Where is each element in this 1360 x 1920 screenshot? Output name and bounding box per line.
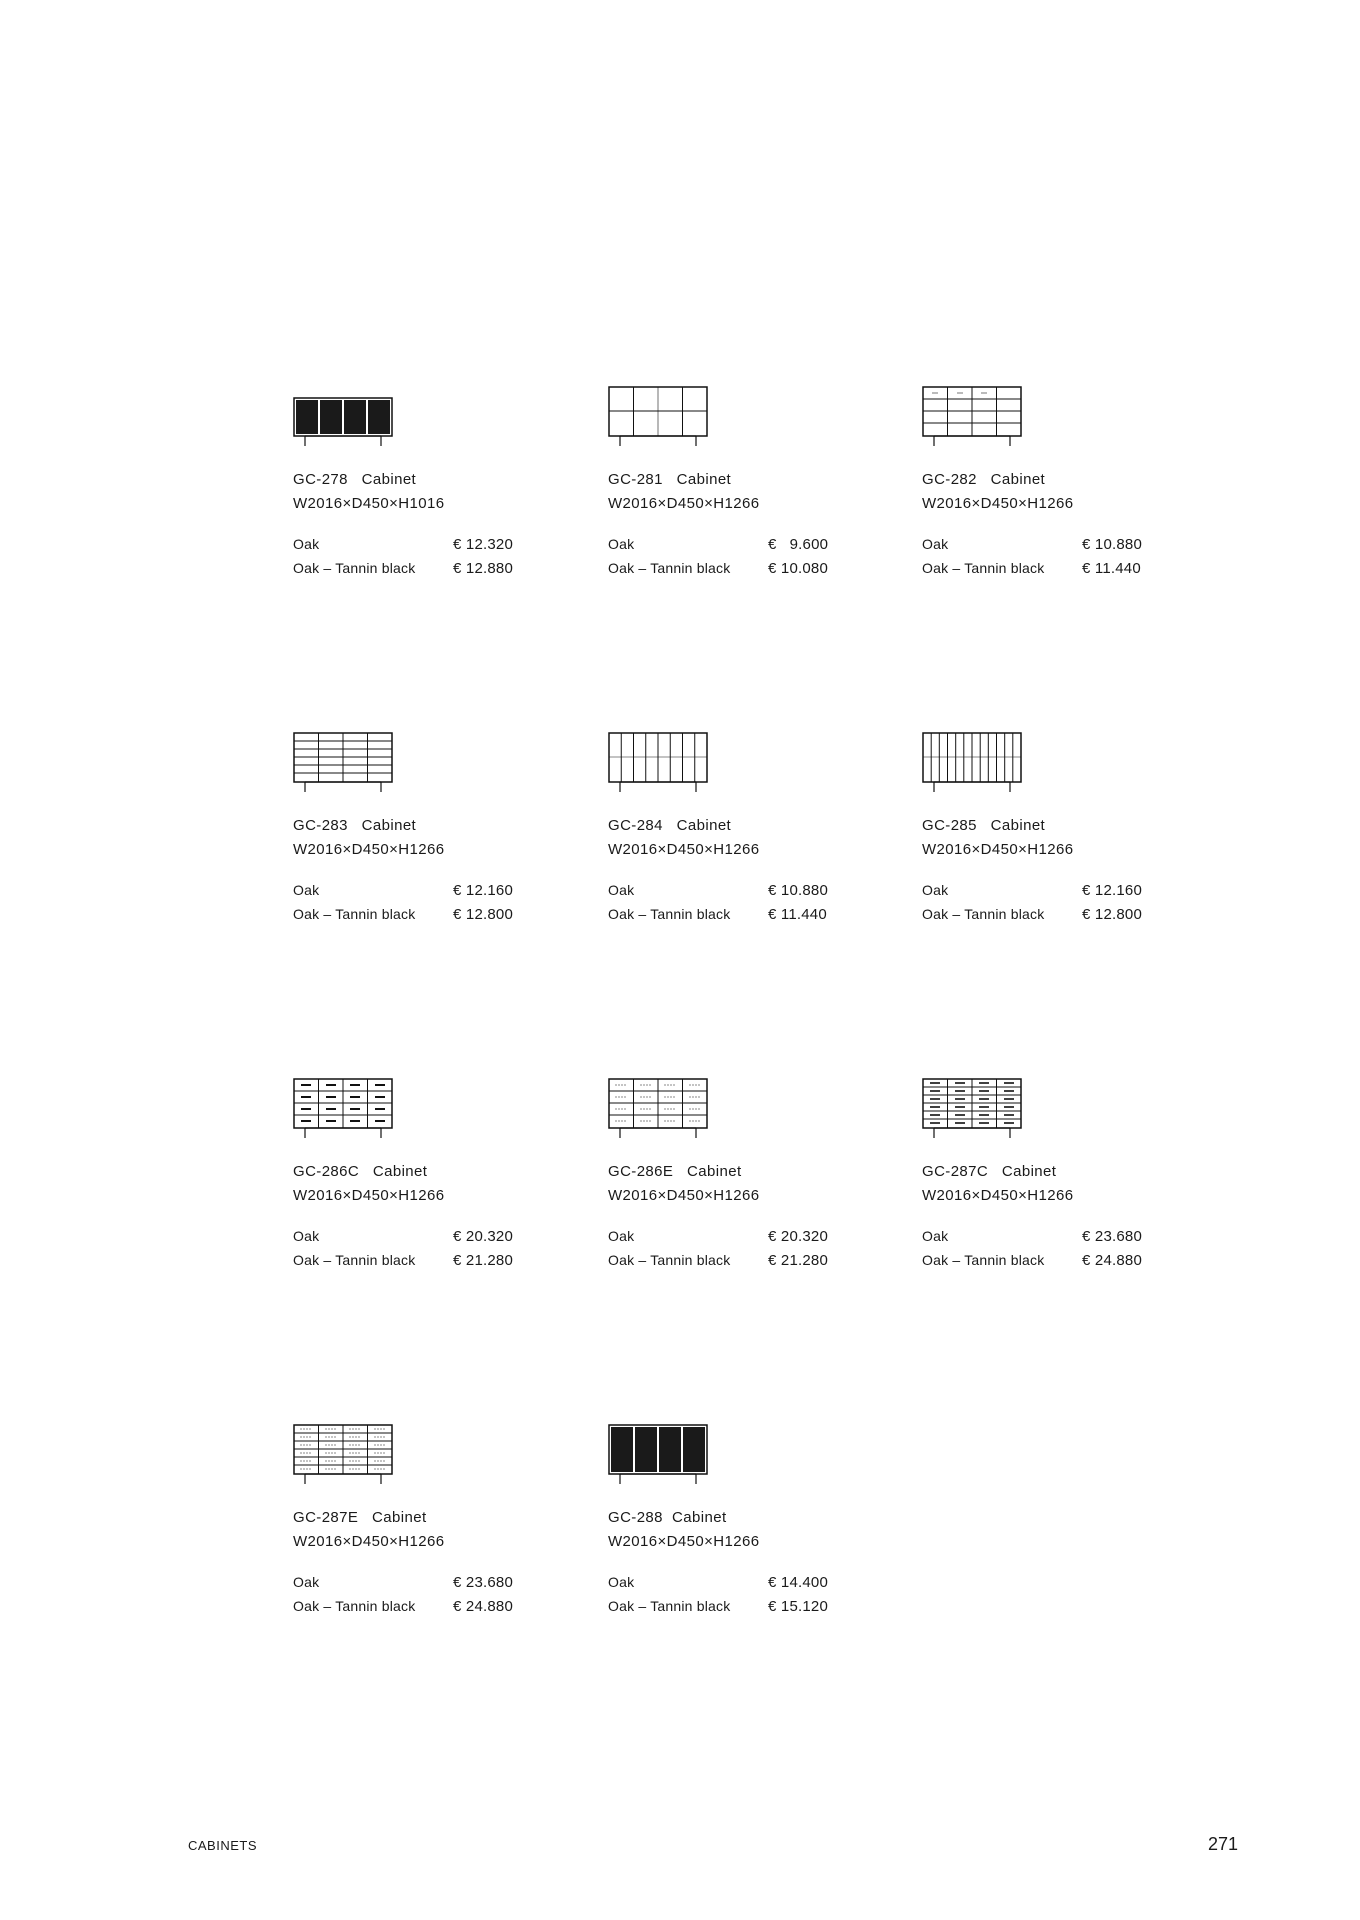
cabinet-drawers-closed-handles-icon — [293, 1078, 393, 1140]
price-row — [293, 1228, 523, 1252]
product-gc-285 — [922, 732, 1152, 930]
product-dimensions: W2016×D450×H1266 — [608, 1533, 760, 1550]
price-list — [293, 1228, 523, 1276]
price-value: € 10.880 — [768, 882, 828, 899]
price-value: € 9.600 — [768, 536, 829, 553]
finish-label: Oak — [922, 882, 949, 898]
price-value: € 15.120 — [768, 1598, 828, 1615]
price-row — [608, 906, 838, 930]
product-dimensions: W2016×D450×H1266 — [608, 1187, 760, 1204]
product-gc-287e — [293, 1424, 523, 1622]
product-title: GC-287C Cabinet — [922, 1163, 1057, 1180]
finish-label: Oak — [293, 536, 320, 552]
finish-label: Oak – Tannin black — [293, 560, 416, 576]
product-title: GC-287E Cabinet — [293, 1509, 427, 1526]
product-gc-287c — [922, 1078, 1152, 1276]
product-title: GC-284 Cabinet — [608, 817, 732, 834]
product-dimensions: W2016×D450×H1266 — [608, 841, 760, 858]
finish-label: Oak — [922, 536, 949, 552]
finish-label: Oak — [293, 1228, 320, 1244]
product-gc-283 — [293, 732, 523, 930]
price-value: € 12.880 — [453, 560, 513, 577]
cabinet-shelves-drawers-icon — [922, 386, 1022, 448]
price-value: € 12.800 — [1082, 906, 1142, 923]
price-value: € 20.320 — [453, 1228, 513, 1245]
price-row — [293, 560, 523, 584]
cabinet-four-black-doors-icon — [293, 386, 393, 448]
price-row — [608, 536, 838, 560]
finish-label: Oak — [608, 882, 635, 898]
price-list — [608, 1574, 838, 1622]
product-title: GC-283 Cabinet — [293, 817, 417, 834]
finish-label: Oak — [922, 1228, 949, 1244]
cabinet-drawers-open-handles-icon — [608, 1078, 708, 1140]
price-row — [293, 1598, 523, 1622]
finish-label: Oak – Tannin black — [608, 1252, 731, 1268]
finish-label: Oak – Tannin black — [922, 1252, 1045, 1268]
price-row — [293, 1574, 523, 1598]
product-dimensions: W2016×D450×H1266 — [608, 495, 760, 512]
product-dimensions: W2016×D450×H1266 — [922, 495, 1074, 512]
price-row — [608, 560, 838, 584]
price-list — [922, 536, 1152, 584]
product-gc-281 — [608, 386, 838, 584]
price-list — [293, 1574, 523, 1622]
price-list — [922, 1228, 1152, 1276]
product-gc-282 — [922, 386, 1152, 584]
price-value: € 10.080 — [768, 560, 828, 577]
price-value: € 21.280 — [453, 1252, 513, 1269]
price-row — [608, 1252, 838, 1276]
footer-section-label: CABINETS — [188, 1838, 258, 1853]
product-title: GC-278 Cabinet — [293, 471, 417, 488]
cabinet-open-shelves-icon — [608, 386, 708, 448]
price-row — [608, 1228, 838, 1252]
finish-label: Oak – Tannin black — [293, 1598, 416, 1614]
price-row — [293, 536, 523, 560]
price-row — [922, 1252, 1152, 1276]
finish-label: Oak — [293, 1574, 320, 1590]
price-row — [293, 882, 523, 906]
price-row — [922, 536, 1152, 560]
price-value: € 14.400 — [768, 1574, 828, 1591]
price-row — [922, 906, 1152, 930]
price-value: € 24.880 — [453, 1598, 513, 1615]
price-list — [293, 882, 523, 930]
product-title: GC-286C Cabinet — [293, 1163, 428, 1180]
price-list — [922, 882, 1152, 930]
price-value: € 20.320 — [768, 1228, 828, 1245]
cabinet-many-drawers-closed-icon — [922, 1078, 1022, 1140]
finish-label: Oak – Tannin black — [293, 1252, 416, 1268]
product-dimensions: W2016×D450×H1266 — [922, 1187, 1074, 1204]
finish-label: Oak – Tannin black — [922, 906, 1045, 922]
price-row — [608, 1598, 838, 1622]
price-list — [293, 536, 523, 584]
price-row — [608, 882, 838, 906]
price-list — [608, 1228, 838, 1276]
cabinet-four-black-doors-tall-icon — [608, 1424, 708, 1486]
finish-label: Oak — [608, 1574, 635, 1590]
product-title: GC-281 Cabinet — [608, 471, 732, 488]
price-value: € 11.440 — [768, 906, 827, 923]
finish-label: Oak – Tannin black — [608, 906, 731, 922]
price-value: € 23.680 — [453, 1574, 513, 1591]
price-value: € 24.880 — [1082, 1252, 1142, 1269]
product-gc-284 — [608, 732, 838, 930]
product-title: GC-285 Cabinet — [922, 817, 1046, 834]
price-row — [922, 1228, 1152, 1252]
price-row — [922, 882, 1152, 906]
product-dimensions: W2016×D450×H1266 — [922, 841, 1074, 858]
price-list — [608, 536, 838, 584]
price-list — [608, 882, 838, 930]
finish-label: Oak — [608, 536, 635, 552]
cabinet-vertical-dividers-icon — [608, 732, 708, 794]
price-row — [293, 1252, 523, 1276]
product-title: GC-286E Cabinet — [608, 1163, 742, 1180]
product-gc-278 — [293, 386, 523, 584]
product-title: GC-282 Cabinet — [922, 471, 1046, 488]
product-dimensions: W2016×D450×H1266 — [293, 1533, 445, 1550]
finish-label: Oak – Tannin black — [922, 560, 1045, 576]
product-dimensions: W2016×D450×H1266 — [293, 841, 445, 858]
product-gc-286e — [608, 1078, 838, 1276]
product-gc-288 — [608, 1424, 838, 1622]
cabinet-many-drawers-open-icon — [293, 1424, 393, 1486]
price-value: € 12.160 — [453, 882, 513, 899]
price-row — [608, 1574, 838, 1598]
product-gc-286c — [293, 1078, 523, 1276]
product-dimensions: W2016×D450×H1266 — [293, 1187, 445, 1204]
cabinet-narrow-vertical-dividers-icon — [922, 732, 1022, 794]
finish-label: Oak — [293, 882, 320, 898]
page-number: 271 — [1208, 1834, 1239, 1854]
price-value: € 10.880 — [1082, 536, 1142, 553]
product-title: GC-288 Cabinet — [608, 1509, 727, 1526]
finish-label: Oak — [608, 1228, 635, 1244]
cabinet-many-shelves-icon — [293, 732, 393, 794]
price-row — [922, 560, 1152, 584]
price-value: € 12.320 — [453, 536, 513, 553]
finish-label: Oak – Tannin black — [293, 906, 416, 922]
price-value: € 23.680 — [1082, 1228, 1142, 1245]
price-value: € 12.160 — [1082, 882, 1142, 899]
price-value: € 12.800 — [453, 906, 513, 923]
price-row — [293, 906, 523, 930]
product-dimensions: W2016×D450×H1016 — [293, 495, 445, 512]
finish-label: Oak – Tannin black — [608, 560, 731, 576]
price-value: € 11.440 — [1082, 560, 1141, 577]
finish-label: Oak – Tannin black — [608, 1598, 731, 1614]
price-value: € 21.280 — [768, 1252, 828, 1269]
